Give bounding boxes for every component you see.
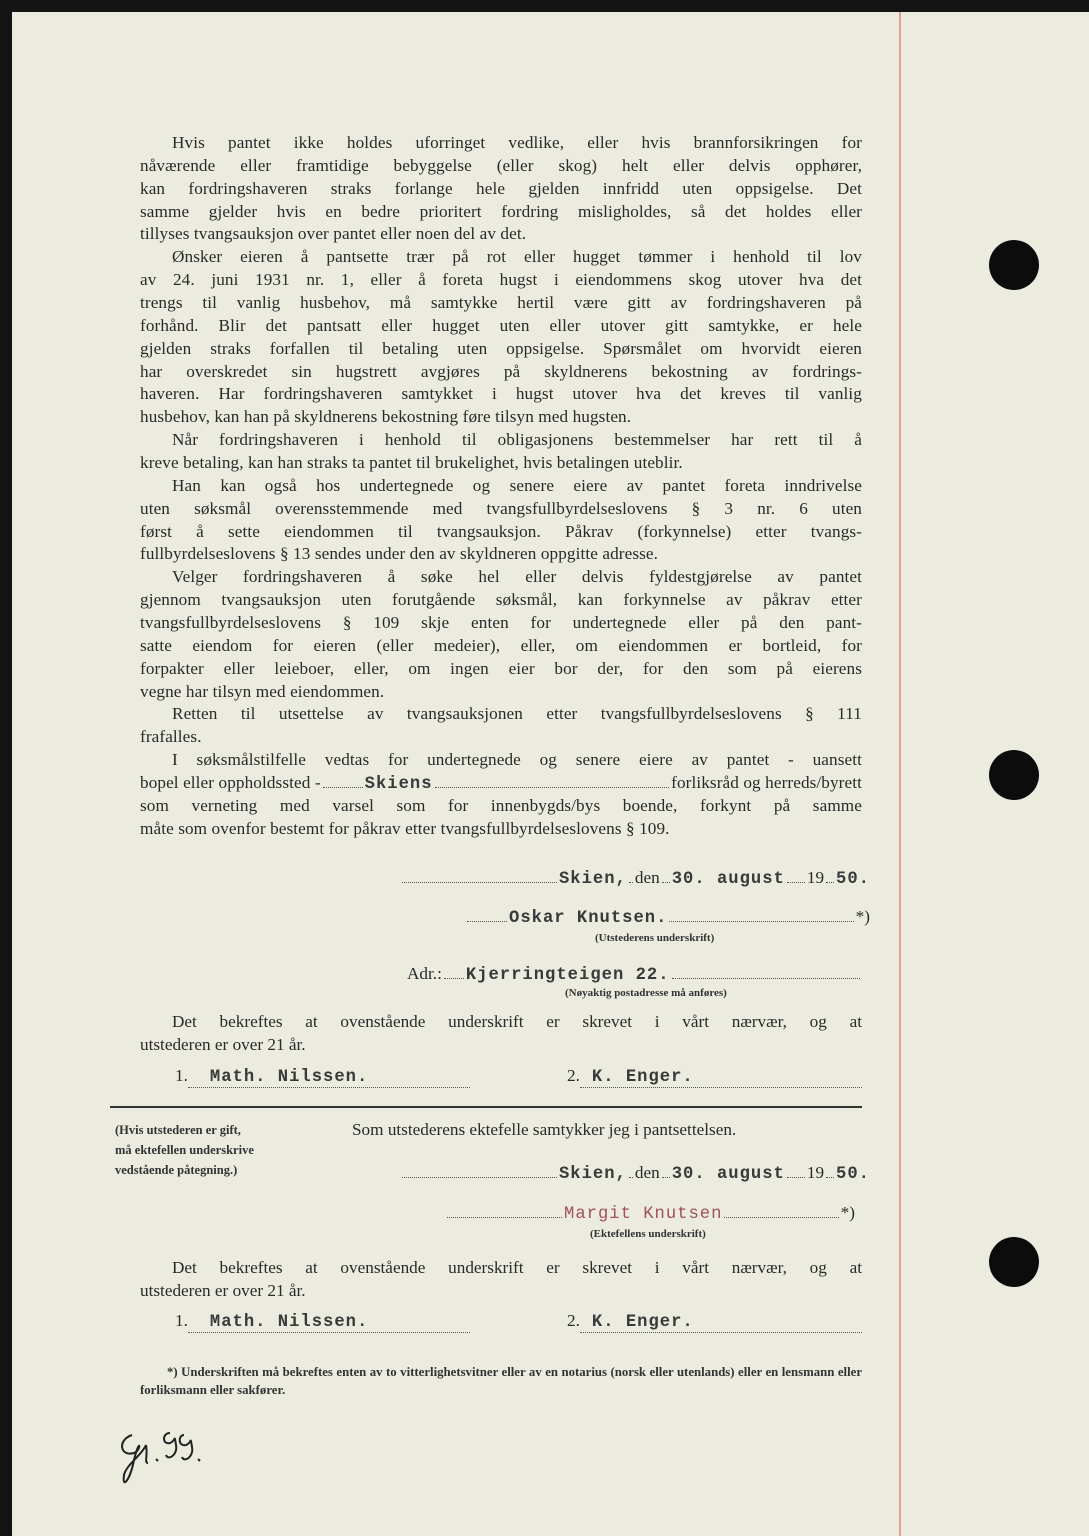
divider [110, 1106, 862, 1108]
text-line: trengs til vanlig husbehov, må samtykke hertil være gitt av fordringshaveren på [140, 293, 862, 313]
text-line: kreve betaling, kan han straks ta pantet til brukelighet, hvis betalingen uteblir. [140, 453, 683, 473]
issuer-signature: Oskar Knutsen. [509, 909, 668, 928]
text-line: tvangsfullbyrdelseslovens § 109 skje enten for undertegnede eller på den pant- [140, 613, 862, 633]
year-value: 50. [836, 1165, 870, 1184]
side-note-line: vedstående påtegning.) [115, 1163, 238, 1177]
witness-name: Math. Nilssen. [188, 1068, 470, 1088]
confirmation-line: Det bekreftes at ovenstående underskrift er skrevet i vårt nærvær, og at [172, 1012, 862, 1031]
date-value: 30. august [671, 870, 785, 889]
text-line: som verneting med varsel som for innenbygds/bys boende, forkynt på samme [140, 795, 862, 815]
punch-hole [989, 750, 1039, 800]
paragraph [140, 566, 862, 703]
witness-1 [175, 1066, 470, 1088]
text-line: fullbyrdelseslovens § 13 sendes under den av skyldneren oppgitte adresse. [140, 544, 659, 564]
text-line: Hvis pantet ikke holdes uforringet vedlike, eller hvis brannforsikringen for [172, 133, 862, 152]
text-line: nåværende eller framtidige bebyggelse (eller skog) helt eller delvis opphører, [140, 155, 862, 175]
signature-label: (Ektefellens underskrift) [590, 1228, 706, 1240]
text-line: først å sette eiendommen til tvangsauksjon. Påkrav (forkynnelse) etter tvangs- [140, 521, 862, 541]
text-line: Han kan også hos undertegnede og senere eiere av pantet foreta inndrivelse [172, 475, 862, 495]
text-line: satte eiendom for eieren (eller medeier), eller, om eiendommen er bortleid, for [140, 635, 862, 655]
address-hint: (Nøyaktig postadresse må anføres) [565, 987, 727, 999]
spouse-signature: Margit Knutsen [564, 1205, 723, 1224]
asterisk: *) [855, 907, 870, 926]
paragraph [140, 132, 862, 246]
witness-2 [567, 1311, 862, 1333]
paragraph [140, 703, 862, 749]
text-line: Retten til utsettelse av tvangsauksjonen etter tvangsfullbyrdelseslovens § 111 [172, 704, 862, 724]
footnote: *) Underskriften må bekreftes enten av to vitterlighetsvitner eller av en notarius (norsk eller utenlands) eller en lensmann eller forliksmann eller sakfører. [140, 1365, 862, 1397]
address-value: Kjerringteigen 22. [465, 966, 670, 985]
witness-number: 1. [175, 1066, 188, 1085]
witness-number: 2. [567, 1066, 580, 1085]
text-line: samme gjelder hvis en bedre prioritert fordring misligholdes, så det holdes eller [140, 201, 862, 221]
place-value: Skien, [558, 1165, 627, 1184]
fill-dots [323, 773, 363, 788]
text-line: vegne har tilsyn med eiendommen. [140, 681, 385, 701]
witness-number: 1. [175, 1311, 188, 1330]
confirmation-line: Det bekreftes at ovenstående underskrift er skrevet i vårt nærvær, og at [172, 1258, 862, 1277]
den-label: den [634, 868, 660, 887]
text-line: Velger fordringshaveren å søke hel eller delvis fyldestgjørelse av pantet [172, 567, 862, 587]
text-line: gjennom tvangsauksjon uten forutgående søksmål, kan forkynnelse av påkrav etter [140, 590, 862, 610]
punch-hole [989, 1237, 1039, 1287]
witness-name: Math. Nilssen. [188, 1313, 470, 1333]
witness-1 [175, 1311, 470, 1333]
text-line: har overskredet sin hugstrett avgjøres på skyldnerens bekostning av fordrings- [140, 361, 862, 381]
handwritten-initials [112, 1415, 262, 1495]
text-line: tillyses tvangsauksjon over pantet eller noen del av det. [140, 224, 527, 244]
margin-line [899, 12, 901, 1536]
spouse-date-line [400, 1163, 870, 1184]
spouse-consent-text: Som utstederens ektefelle samtykker jeg i pantsettelsen. [352, 1120, 737, 1139]
address-line [407, 964, 862, 985]
text-line: Ønsker eieren å pantsette trær på rot eller hugget tømmer i henhold til lov [172, 247, 862, 267]
witness-confirmation-2 [140, 1256, 862, 1302]
date-value: 30. august [671, 1165, 785, 1184]
text-line: husbehov, kan han på skyldnerens bekostning føre tilsyn med hugsten. [140, 407, 632, 427]
text-line: av 24. juni 1931 nr. 1, eller å foreta hugst i eiendommens skog utover hva det [140, 270, 862, 290]
place-value: Skien, [558, 870, 627, 889]
year-prefix: 19 [806, 868, 825, 887]
confirmation-line: utstederen er over 21 år. [140, 1281, 306, 1300]
issuer-signature-line [465, 907, 870, 928]
year-value: 50. [836, 870, 870, 889]
fill-dots [435, 773, 670, 788]
issuer-date-line [400, 868, 870, 889]
witness-number: 2. [567, 1311, 580, 1330]
asterisk: *) [840, 1203, 855, 1222]
text-line: I søksmålstilfelle vedtas for undertegnede og senere eiere av pantet - uansett [172, 750, 862, 770]
witness-confirmation [140, 1010, 862, 1056]
address-label: Adr.: [407, 964, 442, 983]
text-line: frafalles. [140, 727, 202, 747]
text-line: måte som ovenfor bestemt for påkrav etter tvangsfullbyrdelseslovens § 109. [140, 818, 670, 838]
paragraph [140, 475, 862, 566]
paragraph [140, 246, 862, 429]
text-line: kan fordringshaveren straks forlange hele gjelden innfridd uten oppsigelse. Det [140, 178, 862, 198]
terms-text [140, 132, 862, 841]
paragraph [140, 749, 862, 772]
text-line: Når fordringshaveren i henhold til obligasjonens bestemmelser har rett til å [172, 430, 862, 450]
confirmation-line: utstederen er over 21 år. [140, 1035, 306, 1054]
den-label: den [634, 1163, 660, 1182]
witness-name: K. Enger. [580, 1068, 862, 1088]
punch-hole [989, 240, 1039, 290]
text-line: forhånd. Blir det pantsatt eller hugget uten eller utover gitt samtykke, er hele [140, 315, 862, 335]
text-line: uten søksmål overensstemmende med tvangsfullbyrdelseslovens § 3 nr. 6 uten [140, 498, 862, 518]
witness-name: K. Enger. [580, 1313, 862, 1333]
text-fragment: bopel eller oppholdssted - [140, 773, 321, 793]
signature-label: (Utstederens underskrift) [595, 932, 715, 944]
text-line: gjelden straks forfallen til betaling uten oppsigelse. Spørsmålet om hvorvidt eieren [140, 338, 862, 358]
text-line: forpakter eller leieboer, eller, om ingen eier bor der, for den som på eierens [140, 658, 862, 678]
venue-line [140, 772, 862, 795]
paragraph [140, 429, 862, 475]
side-note-line: må ektefellen underskrive [115, 1143, 254, 1157]
year-prefix: 19 [806, 1163, 825, 1182]
spouse-side-note [115, 1120, 254, 1180]
venue-value: Skiens [364, 775, 433, 795]
witness-2 [567, 1066, 862, 1088]
text-line: haveren. Har fordringshaveren samtykket i hugst utover hva det kreves til vanlig [140, 384, 862, 404]
text-fragment: forliksråd og herreds/byrett [671, 773, 862, 793]
side-note-line: (Hvis utstederen er gift, [115, 1123, 241, 1137]
spouse-signature-line [445, 1203, 855, 1224]
